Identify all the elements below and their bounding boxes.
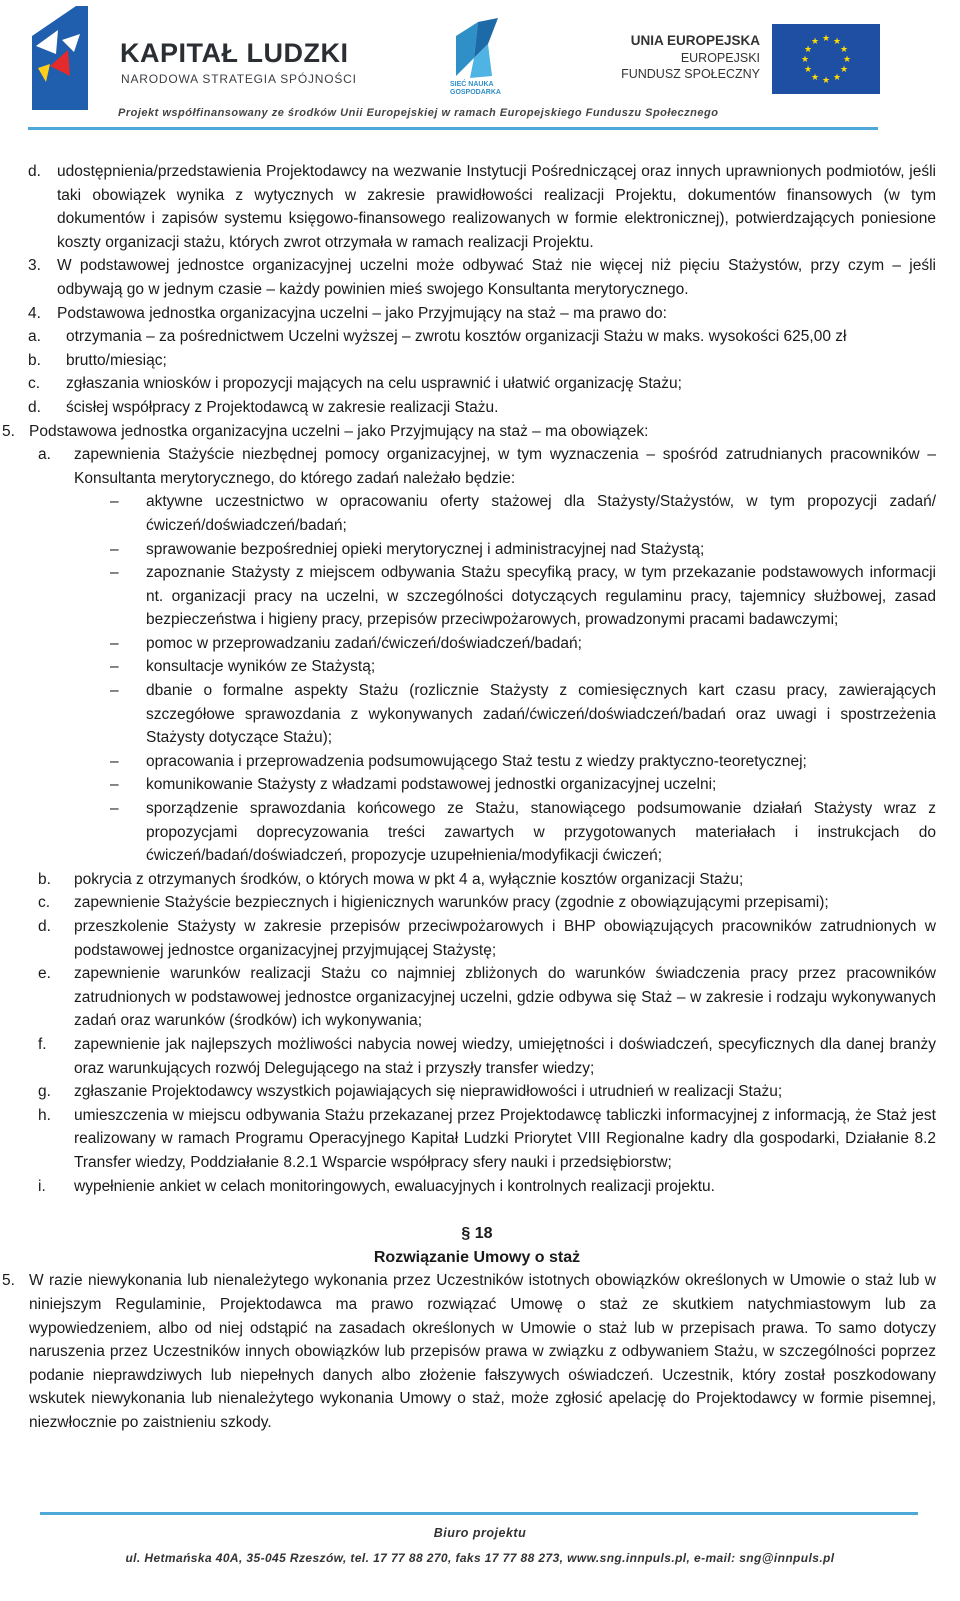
- kapital-ludzki-logo-icon: [28, 6, 92, 110]
- list-item: – aktywne uczestnictwo w opracowaniu oferty stażowej dla Stażysty/Stażystów, w tym propozycji zadań/ćwiczeń/doświadczeń/badań;: [110, 493, 936, 534]
- list-item: c. zgłaszania wniosków i propozycji mających na celu usprawnić i ułatwić organizację Stażu;: [28, 375, 682, 393]
- list-item: i. wypełnienie ankiet w celach monitoringowych, ewaluacyjnych i kontrolnych realizacji projektu.: [38, 1177, 715, 1195]
- list-item: c. zapewnienie Stażyście bezpiecznych i higienicznych warunków pracy (zgodnie z obowiązującymi przepisami);: [38, 894, 829, 912]
- section-title: Rozwiązanie Umowy o staż: [373, 1248, 581, 1266]
- list-item: a. otrzymania – za pośrednictwem Uczelni wyższej – zwrotu kosztów organizacji Stażu w maks. wysokości 625,00 zł: [28, 328, 847, 346]
- document-body: [0, 160, 960, 1434]
- list-item: d. przeszkolenie Stażysty w zakresie przepisów przeciwpożarowych i BHP obowiązujących pracowników zatrudnionych w podstawowej jednostce organizacyjnej przyjmującej Stażystę;: [38, 918, 936, 959]
- list-item: g. zgłaszanie Projektodawcy wszystkich pojawiających się nieprawidłowości i utrudnień w realizacji Stażu;: [38, 1083, 783, 1101]
- list-item: – sporządzenie sprawozdania końcowego ze Stażu, stanowiącego podsumowanie działań Stażysty wraz z propozycjami doprecyzowania treści zawartych w przygotowanych materiałach i instrukcjach do ćwiczeń/badań/doświadczeń, propozycje uzupełnienia/modyfikacji ćwiczeń;: [110, 800, 936, 865]
- svg-text:★: ★: [821, 76, 831, 86]
- list-item: – sprawowanie bezpośredniej opieki merytorycznej i administracyjnej nad Stażystą;: [110, 540, 705, 558]
- spacer: [0, 1198, 960, 1222]
- list-item: a. zapewnienia Stażyście niezbędnej pomocy organizacyjnej, w tym wyznaczenia – spośród zatrudnianych pracowników – Konsultanta merytorycznego, do którego zadań należało będzie:: [38, 446, 936, 487]
- list-item: – zapoznanie Stażysty z miejscem odbywania Stażu specyfiką pracy, w tym przekazanie podstawowych informacji nt. organizacji pracy na uczelni, w szczególności dotyczących regulaminu pracy, tajemnicy służbowej, zasad bezpieczeństwa i higieny pracy, przepisów przeciwpożarowych, prowadzonymi pracami badawczymi;: [110, 564, 936, 629]
- list-item: b. pokrycia z otrzymanych środków, o których mowa w pkt 4 a, wyłącznie kosztów organizacji Stażu;: [38, 870, 744, 888]
- svg-text:★: ★: [803, 65, 813, 75]
- svg-text:★: ★: [800, 55, 810, 65]
- svg-text:★: ★: [842, 55, 852, 65]
- svg-text:★: ★: [839, 45, 849, 55]
- list-item: h. umieszczenia w miejscu odbywania Stażu przekazanej przez Projektodawcę tabliczki informacyjnej z informacją, że Staż jest realizowany w ramach Programu Operacyjnego Kapitał Ludzki Priorytet VIII Regionalne kadry dla gospodarki, Działanie 8.2 Transfer wiedzy, Poddziałanie 8.2.1 Wsparcie współpracy sfery nauki i przedsiębiorstw;: [38, 1106, 936, 1171]
- list-item: 5. Podstawowa jednostka organizacyjna uczelni – jako Przyjmujący na staż – ma obowiązek:: [2, 422, 649, 440]
- svg-text:★: ★: [832, 73, 842, 83]
- list-item: 3. W podstawowej jednostce organizacyjnej uczelni może odbywać Staż nie więcej niż pięciu Stażystów, przy czym – jeśli odbywają go w jednym czasie – każdy powinien mieś swojego Konsultanta merytorycznego.: [28, 257, 936, 298]
- project-cofinancing-line: Projekt współfinansowany ze środków Unii Europejskiej w ramach Europejskiego Funduszu Społecznego: [118, 107, 719, 119]
- eu-flag-icon: [772, 24, 880, 94]
- list-item: e. zapewnienie warunków realizacji Stażu co najmniej zbliżonych do warunków świadczenia pracy przez pracowników zatrudnionych w podstawowej jednostce organizacyjnej uczelni, gdzie odbywa się Staż – w zakresie i rodzaju wykonywanych zadań oraz warunków (środków) ich wykonywania;: [38, 965, 936, 1030]
- footer-title: Biuro projektu: [433, 1526, 527, 1540]
- list-item: 4. Podstawowa jednostka organizacyjna uczelni – jako Przyjmujący na staż – ma prawo do:: [28, 304, 667, 322]
- ue-subtitle-2: FUNDUSZ SPOŁECZNY: [621, 67, 760, 81]
- sng-logo-text: SIEĆ NAUKA GOSPODARKA: [450, 81, 501, 96]
- list-item: – komunikowanie Stażysty z władzami podstawowej jednostki organizacyjnej uczelni;: [110, 776, 717, 794]
- page-header: [0, 0, 960, 135]
- svg-text:★: ★: [803, 45, 813, 55]
- kapital-ludzki-title: KAPITAŁ LUDZKI: [120, 38, 349, 68]
- list-item: f. zapewnienie jak najlepszych możliwości nabycia nowej wiedzy, umiejętności i doświadczeń, specyficznych dla danej branży oraz warunkujących rozwój Delegującego na staż i przyszły transfer wiedzy;: [38, 1035, 936, 1077]
- header-divider: [28, 127, 878, 130]
- list-item: 5. W razie niewykonania lub nienależytego wykonania przez Uczestników istotnych obowiązków określonych w Umowie o staż lub w niniejszym Regulaminie, Projektodawca ma prawo rozwiązać Umowę o staż ze skutkiem natychmiastowym lub za wypowiedzeniem, albo od niej odstąpić na zasadach określonych w Umowie o staż lub w przepisach prawa. To samo dotyczy naruszenia przez Uczestników innych obowiązków lub przepisów prawa w związku z odbywaniem Stażu, w szczególności poprzez podanie nieprawdziwych lub niepełnych danych albo złożenie fałszywych oświadczeń. Uczestnik, który został poszkodowany wskutek niewykonania lub nienależytego wykonania Umowy o staż, może zgłosić apelację do Projektodawcy w formie pisemnej, niezwłocznie po zaistnieniu szkody.: [2, 1272, 936, 1431]
- footer-address: ul. Hetmańska 40A, 35-045 Rzeszów, tel. 17 77 88 270, faks 17 77 88 273, www.sng.innpuls.pl, e-mail: sng@innpuls.pl: [125, 1551, 835, 1565]
- svg-text:★: ★: [821, 34, 831, 44]
- list-item: – pomoc w przeprowadzaniu zadań/ćwiczeń/doświadczeń/badań;: [110, 634, 582, 652]
- section-number: § 18: [461, 1225, 493, 1243]
- list-item: d. udostępnienia/przedstawienia Projektodawcy na wezwanie Instytucji Pośredniczącej oraz innych uprawnionych podmiotów, jeśli taki obowiązek wynika z wytycznych w zakresie prawidłowości realizacji Projektu, dokumentów finansowych (w tym dokumentów i zapisów systemu księgowo-finansowego realizowanych w formie elektronicznej), potwierdzających poniesione koszty organizacji stażu, których zwrot otrzymała w ramach realizacji Projektu.: [28, 163, 936, 251]
- list-item: – opracowania i przeprowadzenia podsumowującego Staż testu z wiedzy praktyczno-teoretycznej;: [110, 752, 807, 770]
- list-item: – dbanie o formalne aspekty Stażu (rozlicznie Stażysty z comiesięcznych kart czasu pracy, zawierających szczegółowe sprawozdania z wykonywanych zadań/ćwiczeń/doświadczeń/badań oraz uwagi i spostrzeżenia Stażysty dotyczące Stażu);: [110, 682, 936, 747]
- list-item: b. brutto/miesiąc;: [28, 351, 167, 369]
- footer-divider: [40, 1512, 918, 1515]
- ue-subtitle-1: EUROPEJSKI: [680, 51, 760, 65]
- svg-text:★: ★: [810, 73, 820, 83]
- kapital-ludzki-subtitle: NARODOWA STRATEGIA SPÓJNOŚCI: [121, 72, 357, 86]
- ue-title: UNIA EUROPEJSKA: [630, 33, 760, 48]
- svg-text:★: ★: [832, 37, 842, 47]
- svg-text:★: ★: [810, 37, 820, 47]
- list-item: d. ścisłej współpracy z Projektodawcą w zakresie realizacji Stażu.: [28, 398, 499, 416]
- list-item: – konsultacje wyników ze Stażystą;: [110, 658, 376, 676]
- svg-text:★: ★: [839, 65, 849, 75]
